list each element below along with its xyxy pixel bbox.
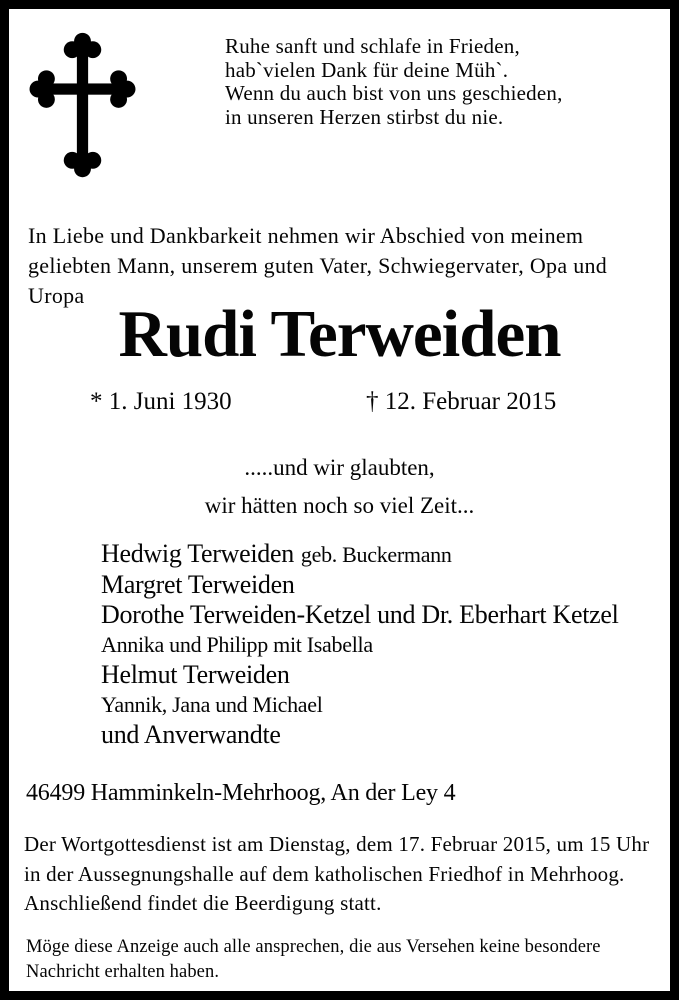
family-address: 46499 Hamminkeln-Mehrhoog, An der Ley 4 <box>26 780 456 806</box>
mourner-name: Annika und Philipp mit Isabella <box>101 632 373 657</box>
announcement-line: In Liebe und Dankbarkeit nehmen wir Abschied von meinem <box>28 223 584 248</box>
announcement-line: geliebten Mann, unserem guten Vater, Schwiegervater, Opa und <box>28 253 608 278</box>
mourner-name: Hedwig Terweiden <box>101 539 294 568</box>
service-info-line: in der Aussegnungshalle auf dem katholischen Friedhof in Mehrhoog. <box>24 861 625 886</box>
mourner-row <box>101 539 619 570</box>
birth-date: * 1. Juni 1930 <box>90 388 232 415</box>
mourner-name: Margret Terweiden <box>101 570 295 599</box>
mourner-name: und Anverwandte <box>101 720 281 749</box>
closing-note <box>26 935 601 985</box>
deceased-name: Rudi Terweiden <box>118 297 561 371</box>
mourner-row <box>101 600 619 630</box>
announcement-line: Uropa <box>28 283 85 308</box>
mourner-row <box>101 720 619 750</box>
mourner-row <box>101 570 619 600</box>
mourner-name: Helmut Terweiden <box>101 660 290 689</box>
mourner-row <box>101 660 619 690</box>
memorial-verse-line: hab`vielen Dank für deine Müh`. <box>225 57 509 82</box>
closing-note-line: Nachricht erhalten haben. <box>26 962 220 982</box>
mourner-row <box>101 630 619 660</box>
service-info <box>24 830 649 919</box>
mourner-name: Yannik, Jana und Michael <box>101 692 323 717</box>
memorial-verse <box>225 35 563 129</box>
mourner-name: Dorothe Terweiden-Ketzel und Dr. Eberhart Ketzel <box>101 600 619 629</box>
memorial-verse-line: Wenn du auch bist von uns geschieden, <box>225 81 563 105</box>
memorial-verse-line: in unseren Herzen stirbst du nie. <box>225 104 504 129</box>
epigraph-line: wir hätten noch so viel Zeit... <box>204 493 475 518</box>
closing-note-line: Möge diese Anzeige auch alle ansprechen, die aus Versehen keine besondere <box>26 937 601 957</box>
service-info-line: Anschließend findet die Beerdigung statt. <box>24 891 382 915</box>
botonee-cross-icon <box>25 30 140 180</box>
epigraph-quote <box>9 449 670 525</box>
mourner-row <box>101 690 619 720</box>
mourner-name-suffix: geb. Buckermann <box>300 542 452 567</box>
mourners-list <box>101 539 619 750</box>
epigraph-line: .....und wir glaubten, <box>244 455 435 480</box>
death-date: † 12. Februar 2015 <box>366 388 557 415</box>
memorial-verse-line: Ruhe sanft und schlafe in Frieden, <box>225 34 520 58</box>
service-info-line: Der Wortgottesdienst ist am Dienstag, dem 17. Februar 2015, um 15 Uhr <box>24 832 650 856</box>
